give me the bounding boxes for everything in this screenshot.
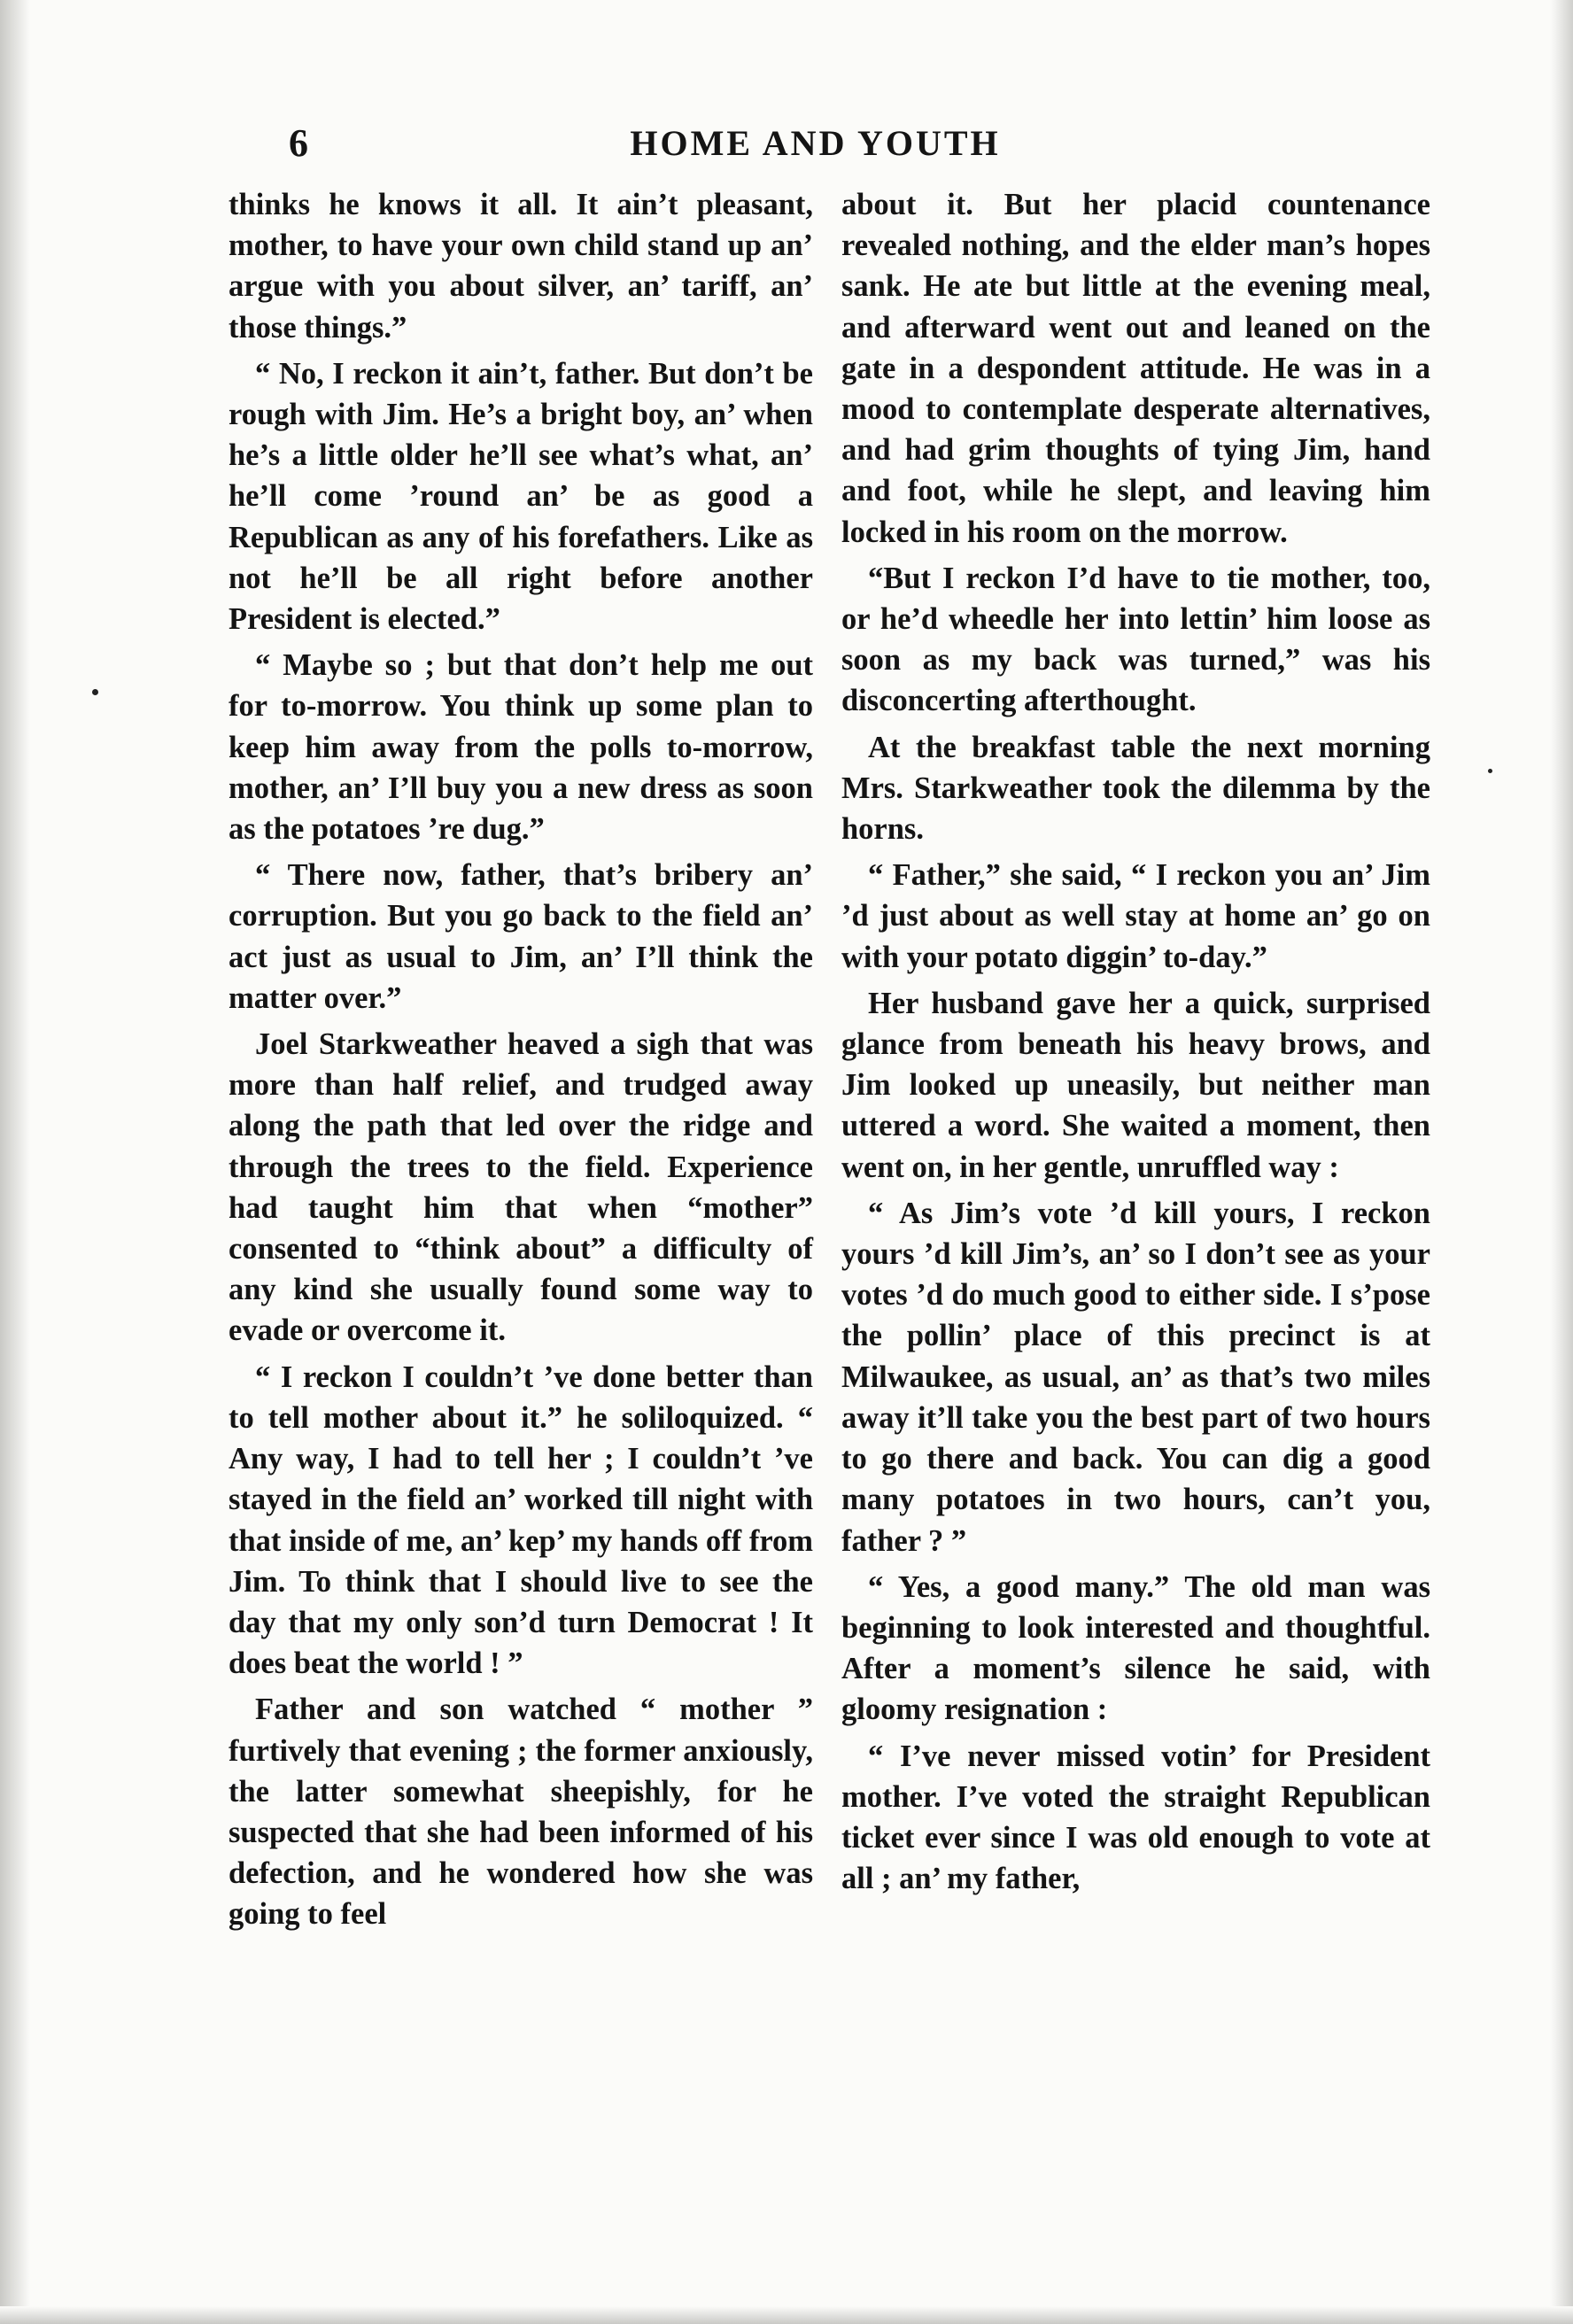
paragraph: “But I reckon I’d have to tie mother, too, or he’d wheedle her into lettin’ him loose as soon as my back was turned,” was his disconcerting afterthought. (841, 561, 1430, 718)
paragraph: “ I reckon I couldn’t ’ve done better than to tell mother about it.” he soliloquized. “ Any way, I had to tell her ; I couldn’t ’ve stayed in the field an’ worked till night with that inside of me, an’ kep’ my hands off from Jim. To think that I should live to see the day that my only son’d turn Democrat ! It does beat the world ! ” (229, 1360, 813, 1681)
journal-title: HOME AND YOUTH (630, 123, 1001, 163)
paragraph: thinks he knows it all. It ain’t pleasant, mother, to have your own child stand up an’ argue with you about silver, an’ tariff, an’ those things.” (229, 188, 813, 345)
ink-speck (1488, 769, 1492, 773)
paragraph: about it. But her placid countenance revealed nothing, and the elder man’s hopes sank. He ate but little at the evening meal, and afterward went out and leaned on the gate in a despondent attitude. He was in a mood to contemplate desperate alternatives, and had grim thoughts of tying Jim, hand and foot, while he slept, and leaving him locked in his room on the morrow. (841, 188, 1430, 549)
paragraph: “ As Jim’s vote ’d kill yours, I reckon yours ’d kill Jim’s, an’ so I don’t see as your votes ’d do much good to either side. I s’pose the pollin’ place of this precinct is at Milwaukee, as usual, an’ as that’s two miles away it’ll take you the best part of two hours to go there and back. You can dig a good many potatoes in two hours, can’t you, father ? ” (841, 1196, 1430, 1558)
page-number: 6 (289, 121, 309, 165)
paragraph: “ There now, father, that’s bribery an’ corruption. But you go back to the field an’ act just as usual to Jim, an’ I’ll think the matter over.” (229, 858, 813, 1015)
page-edge-bottom (0, 2306, 1573, 2324)
ink-speck (92, 689, 98, 695)
page-edge-left (0, 0, 30, 2324)
paragraph: Joel Starkweather heaved a sigh that was more than half relief, and trudged away along the path that led over the ridge and through the trees to the field. Experience had taught him that when “mother” consented to “think about” a difficulty of any kind she usually found some way to evade or overcome it. (229, 1027, 813, 1348)
paragraph: “ Maybe so ; but that don’t help me out for to-morrow. You think up some plan to keep him away from the polls to-morrow, mother, an’ I’ll buy you a new dress as soon as the potatoes ’re dug.” (229, 648, 813, 847)
text-column-right (841, 184, 1430, 1904)
paragraph: “ I’ve never missed votin’ for President mother. I’ve voted the straight Republican ticket ever since I was old enough to vote at all ; an’ my father, (841, 1739, 1430, 1896)
paragraph: “ No, I reckon it ain’t, father. But don’t be rough with Jim. He’s a bright boy, an’ when he’s a little older he’ll see what’s what, an’ he’ll come ’round an’ be as good a Republican as any of his forefathers. Like as not he’ll be all right before another President is elected.” (229, 356, 813, 637)
paragraph: Her husband gave her a quick, surprised glance from beneath his heavy brows, and Jim looked up uneasily, but neither man uttered a word. She waited a moment, then went on, in her gentle, unruffled way : (841, 986, 1430, 1184)
page-edge-right (1550, 0, 1573, 2324)
paragraph: “ Father,” she said, “ I reckon you an’ Jim ’d just about as well stay at home an’ go on with your potato diggin’ to-day.” (841, 858, 1430, 974)
running-head (229, 120, 1402, 174)
paragraph: “ Yes, a good many.” The old man was beginning to look interested and thoughtful. After a moment’s silence he said, with gloomy resignation : (841, 1569, 1430, 1727)
text-column-left (229, 184, 813, 1941)
paragraph: Father and son watched “ mother ” furtively that evening ; the former anxiously, the latter somewhat sheepishly, for he suspected that she had been informed of his defection, and he wondered how she was going to feel (229, 1693, 813, 1932)
paragraph: At the breakfast table the next morning Mrs. Starkweather took the dilemma by the horns. (841, 730, 1430, 847)
